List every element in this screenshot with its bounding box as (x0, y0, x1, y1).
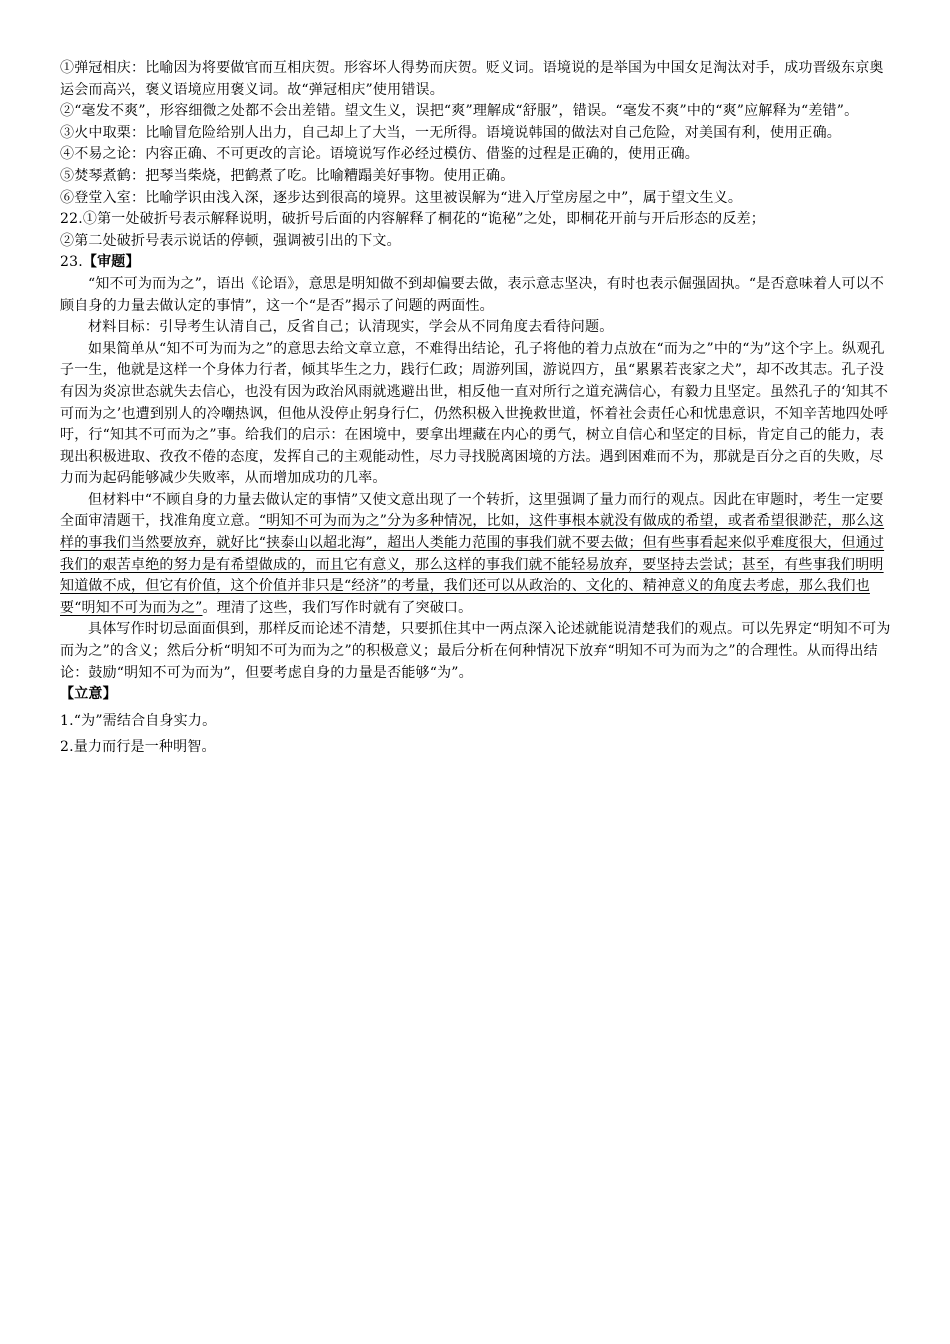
q23-paragraph-2: 材料目标：引导考生认清自己，反省自己；认清现实，学会从不同角度去看待问题。 (88, 319, 614, 336)
q21-item-4: ④不易之论：内容正确、不可更改的言论。语境说写作必经过模仿、借鉴的过程是正确的，使用正确。 (60, 146, 699, 163)
idea-item-2: 2.量力而行是一种明智。 (60, 739, 216, 756)
q22-answer-2: ②第二处破折号表示说话的停顿，强调被引出的下文。 (60, 232, 401, 249)
q23-number: 23. (60, 254, 83, 271)
q23-paragraph-1: “知不可为而为之”，语出《论语》，意思是明知做不到却偏要去做，表示意志坚决，有时也表示倔强固执。“是否意味着人可以不顾自身的力量去做认定的事情”，这一个“是否”揭示了问题的两面性。 (60, 275, 885, 314)
q21-item-5: ⑤焚琴煮鹤：把琴当柴烧，把鹤煮了吃。比喻糟蹋美好事物。使用正确。 (60, 167, 515, 184)
q23-paragraph-3: 如果简单从“知不可为而为之”的意思去给文章立意，不难得出结论，孔子将他的着力点放在“而为之”中的“为”这个字上。纵观孔子一生，他就是这样一个身体力行者，倾其毕生之力，践行仁政；周游列国，游说四方，虽“累累若丧家之犬”，却不改其志。孔子没有因为炎凉世态就失去信心，也没有因为政治风雨就逃避出世，相反他一直对所行之道充满信心，有毅力且坚定。虽然孔子的‘知其不可而为之’也遭到别人的冷嘲热讽，但他从没停止躬身行仁，仍然积极入世挽救世道，怀着社会责任心和忧患意识，不知辛苦地四处呼吁，行“知其不可而为之”事。给我们的启示：在困境中，要拿出埋藏在内心的勇气，树立自信心和坚定的目标，肯定自己的能力，表现出积极进取、孜孜不倦的态度，发挥自己的主观能动性，尽力寻找脱离困境的方法。遇到困难而不为，那就是百分之百的失败，尽力而为起码能够减少失败率，从而增加成功的几率。 (60, 340, 889, 487)
q22-answer-1: 22.①第一处破折号表示解释说明，破折号后面的内容解释了桐花的“诡秘”之处，即桐花开前与开后形态的反差； (60, 211, 765, 228)
document-page (60, 58, 896, 759)
q21-item-3: ③火中取栗：比喻冒危险给别人出力，自己却上了大当，一无所得。语境说韩国的做法对自己危险，对美国有利，使用正确。 (60, 124, 841, 141)
q23-paragraph-4-underlined: “明知不可为而为之”分为多种情况，比如，这件事根本就没有做成的希望，或者希望很渺茫，那么这样的事我们当然要放弃，就好比“挟泰山以超北海”，超出人类能力范围的事我们就不要去做；但有些事看起来似乎难度很大，但通过我们的艰苦卓绝的努力是有希望做成的，而且它有意义，那么这样的事我们就不能轻易放弃，要坚持去尝试；甚至，有些事我们明明知道做不成，但它有价值，这个价值并非只是“经济”的考量，我们还可以从政治的、文化的、精神意义的角度去考虑，那么我们也要“明知不可为而为之” (60, 513, 885, 616)
q23-header (60, 252, 896, 274)
idea-item-1: 1.“为”需结合自身实力。 (60, 712, 217, 729)
q23-paragraph-4 (60, 490, 896, 620)
q21-item-6: ⑥登堂入室：比喻学识由浅入深，逐步达到很高的境界。这里被误解为“进入厅堂房屋之中”，属于望文生义。 (60, 189, 743, 206)
q23-paragraph-4-intro: 但材料中“不顾自身的力量去做认定的事情”又使文意出现了一个转折，这里强调了量力而行的观点。因此在审题时，考生一定要全面审清题干，找准角度立意。 (60, 491, 884, 530)
q23-paragraph-5: 具体写作时切忌面面俱到，那样反而论述不清楚，只要抓住其中一两点深入论述就能说清楚我们的观点。可以先界定“明知不可为而为之”的含义；然后分析“明知不可为而为之”的积极意义；最后分析在何种情况下放弃“明知不可为而为之”的合理性。从而得出结论：鼓励“明知不可为而为”，但要考虑自身的力量是否能够“为”。 (60, 621, 891, 681)
idea-heading: 【立意】 (60, 686, 117, 703)
q21-item-1: ①弹冠相庆：比喻因为将要做官而互相庆贺。形容坏人得势而庆贺。贬义词。语境说的是举国为中国女足淘汰对手，成功晋级东京奥运会而高兴，褒义语境应用褒义词。故“弹冠相庆”使用错误。 (60, 60, 884, 98)
q23-paragraph-4-end: 。理清了这些，我们写作时就有了突破口。 (202, 599, 473, 616)
q23-heading: 【审题】 (82, 254, 140, 271)
q21-item-2: ②“毫发不爽”，形容细微之处都不会出差错。望文生义，误把“爽”理解成“舒服”，错误。“毫发不爽”中的“爽”应解释为“差错”。 (60, 103, 859, 120)
